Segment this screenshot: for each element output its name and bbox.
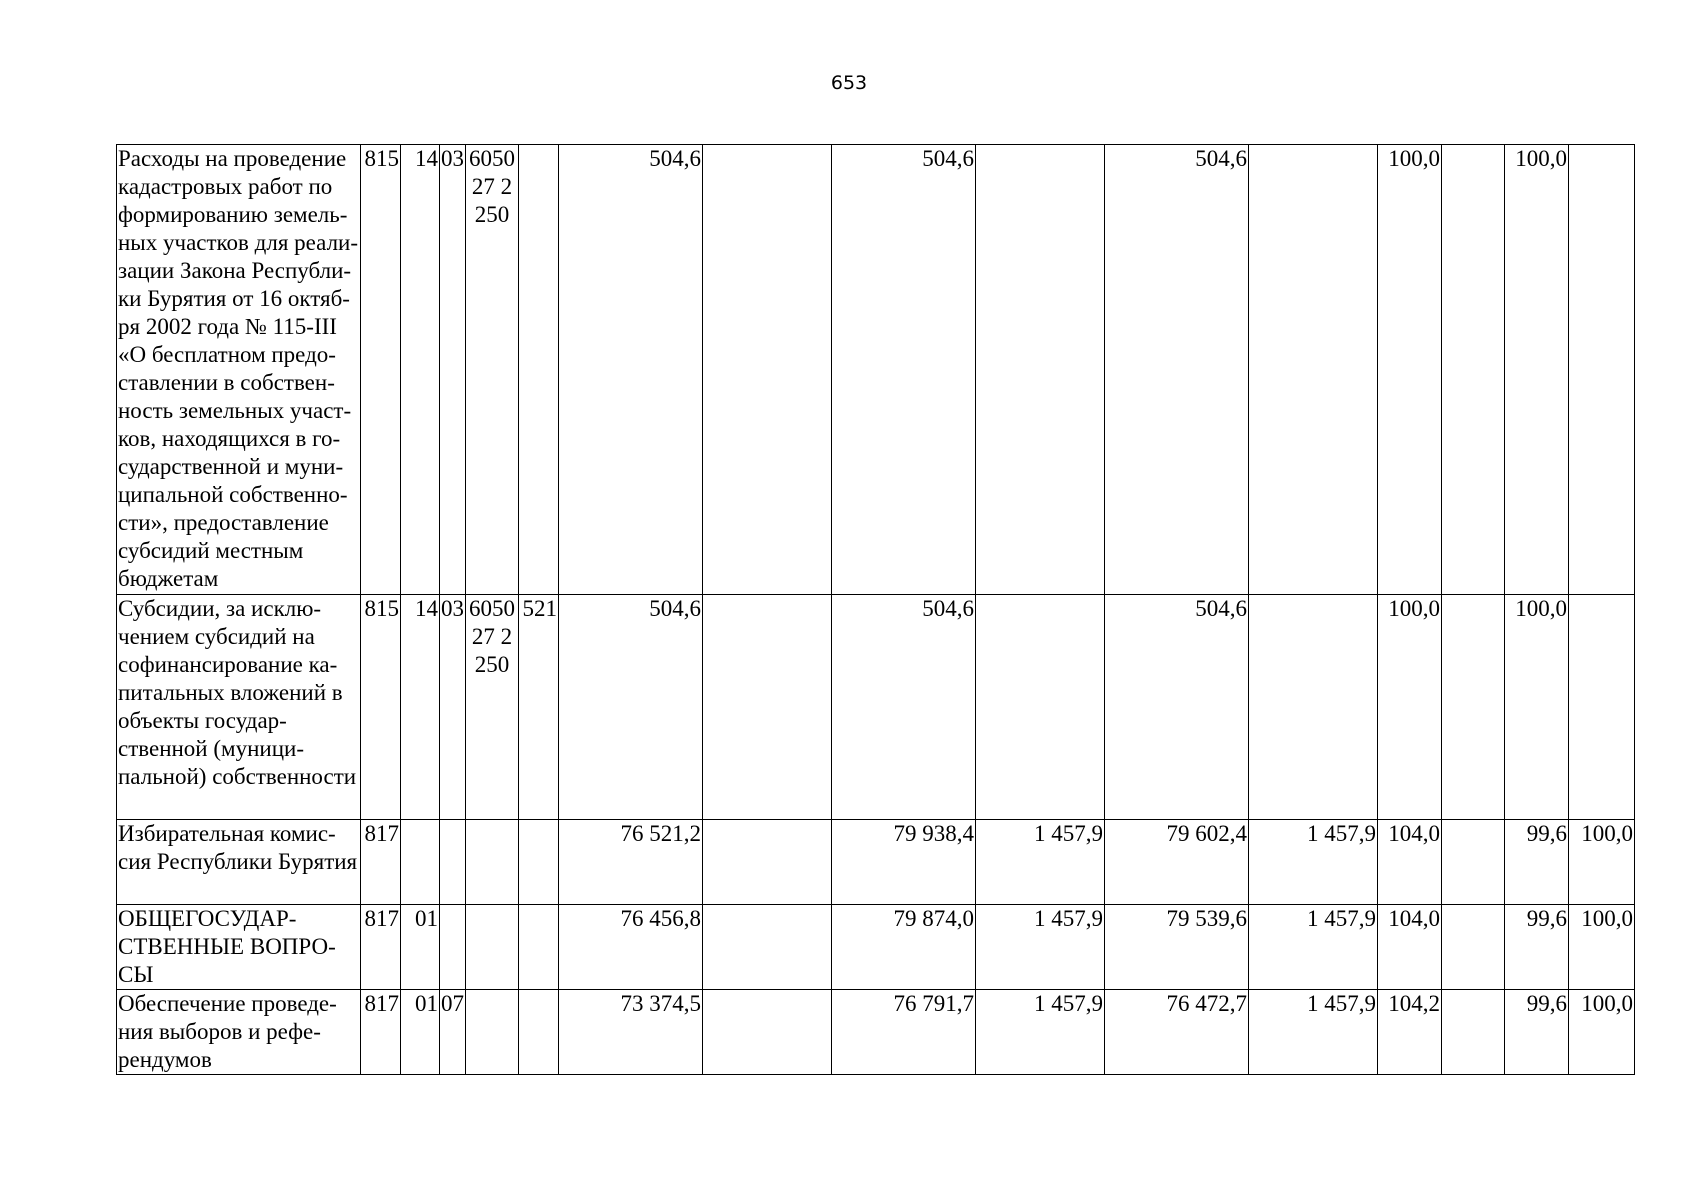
- code-pr: 03: [440, 595, 466, 820]
- code-pr: 07: [440, 990, 466, 1075]
- table-row: [117, 905, 1635, 990]
- code-pr: [440, 905, 466, 990]
- value-cell: 1 457,9: [1249, 905, 1378, 990]
- value-cell: 1 457,9: [976, 820, 1105, 905]
- value-cell: [703, 820, 832, 905]
- table-row: [117, 145, 1635, 595]
- code-vr: [519, 145, 559, 595]
- value-cell: 504,6: [559, 595, 703, 820]
- value-cell: 1 457,9: [1249, 820, 1378, 905]
- code-csr: 605027 2250: [466, 595, 519, 820]
- value-cell: 504,6: [1105, 595, 1249, 820]
- value-cell: 504,6: [559, 145, 703, 595]
- code-csr: [466, 820, 519, 905]
- code-ved: 815: [361, 595, 401, 820]
- row-name: ОБЩЕГОСУДАРСТВЕННЫЕ ВОПРОСЫ: [117, 905, 361, 990]
- value-cell: 76 472,7: [1105, 990, 1249, 1075]
- value-cell: [1569, 145, 1635, 595]
- value-cell: 76 456,8: [559, 905, 703, 990]
- value-cell: [1442, 905, 1505, 990]
- value-cell: 504,6: [832, 145, 976, 595]
- code-vr: [519, 820, 559, 905]
- table-row: [117, 990, 1635, 1075]
- code-pr: 03: [440, 145, 466, 595]
- code-rz: 01: [401, 905, 440, 990]
- value-cell: [1442, 990, 1505, 1075]
- budget-table: [116, 144, 1635, 1075]
- value-cell: 1 457,9: [976, 905, 1105, 990]
- row-name: Обеспечение проведения выборов и референдумов: [117, 990, 361, 1075]
- table-row: [117, 595, 1635, 820]
- value-cell: 79 874,0: [832, 905, 976, 990]
- value-cell: 99,6: [1505, 905, 1569, 990]
- value-cell: 76 791,7: [832, 990, 976, 1075]
- code-vr: [519, 905, 559, 990]
- value-cell: [703, 145, 832, 595]
- value-cell: [1442, 820, 1505, 905]
- value-cell: 504,6: [832, 595, 976, 820]
- value-cell: 100,0: [1378, 145, 1442, 595]
- value-cell: [1442, 595, 1505, 820]
- row-name: Субсидии, за исключением субсидий на софинансирование капитальных вложений в объекты государственной (муниципальной) собственности: [117, 595, 361, 820]
- code-csr: [466, 990, 519, 1075]
- code-rz: [401, 820, 440, 905]
- value-cell: [703, 905, 832, 990]
- code-ved: 817: [361, 905, 401, 990]
- value-cell: 73 374,5: [559, 990, 703, 1075]
- table-row: [117, 820, 1635, 905]
- code-rz: 01: [401, 990, 440, 1075]
- value-cell: 99,6: [1505, 990, 1569, 1075]
- value-cell: [1249, 595, 1378, 820]
- value-cell: [976, 145, 1105, 595]
- value-cell: 100,0: [1569, 820, 1635, 905]
- code-vr: 521: [519, 595, 559, 820]
- value-cell: [976, 595, 1105, 820]
- code-rz: 14: [401, 595, 440, 820]
- code-vr: [519, 990, 559, 1075]
- value-cell: [1249, 145, 1378, 595]
- page-number: 653: [830, 72, 868, 94]
- value-cell: 79 938,4: [832, 820, 976, 905]
- value-cell: [703, 990, 832, 1075]
- row-name: Расходы на проведение кадастровых работ по формированию земельных участков для реализации Закона Республики Бурятия от 16 октября 2002 года № 115-III «О бесплатном предоставлении в собственность земельных участков, находящихся в государственной и муниципальной собственности», предоставление субсидий местным бюджетам: [117, 145, 361, 595]
- code-ved: 815: [361, 145, 401, 595]
- value-cell: [1442, 145, 1505, 595]
- value-cell: 100,0: [1505, 145, 1569, 595]
- code-rz: 14: [401, 145, 440, 595]
- value-cell: 100,0: [1505, 595, 1569, 820]
- value-cell: [703, 595, 832, 820]
- value-cell: 1 457,9: [1249, 990, 1378, 1075]
- code-ved: 817: [361, 820, 401, 905]
- value-cell: 104,0: [1378, 820, 1442, 905]
- code-csr: 605027 2250: [466, 145, 519, 595]
- code-ved: 817: [361, 990, 401, 1075]
- value-cell: 104,2: [1378, 990, 1442, 1075]
- value-cell: 100,0: [1569, 990, 1635, 1075]
- value-cell: 100,0: [1378, 595, 1442, 820]
- code-csr: [466, 905, 519, 990]
- value-cell: 79 539,6: [1105, 905, 1249, 990]
- value-cell: 99,6: [1505, 820, 1569, 905]
- value-cell: 79 602,4: [1105, 820, 1249, 905]
- value-cell: 76 521,2: [559, 820, 703, 905]
- row-name: Избирательная комиссия Республики Бурятия: [117, 820, 361, 905]
- value-cell: 504,6: [1105, 145, 1249, 595]
- code-pr: [440, 820, 466, 905]
- value-cell: [1569, 595, 1635, 820]
- value-cell: 104,0: [1378, 905, 1442, 990]
- value-cell: 100,0: [1569, 905, 1635, 990]
- value-cell: 1 457,9: [976, 990, 1105, 1075]
